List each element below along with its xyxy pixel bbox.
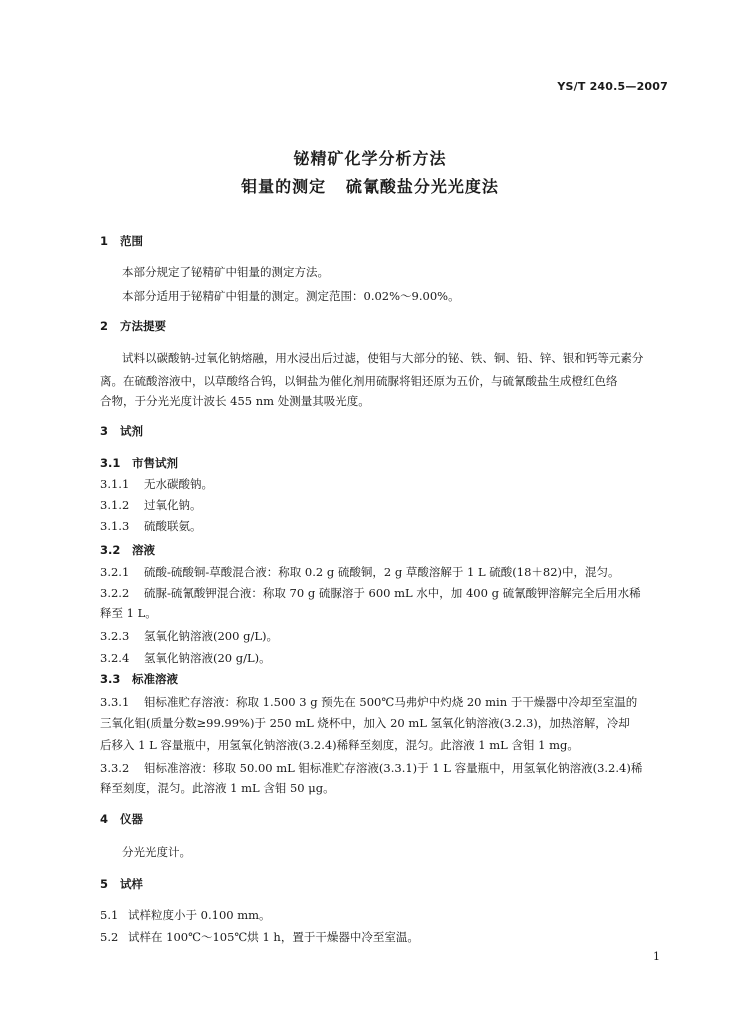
clause-text: 氢氧化钠溶液(20 g/L)。 [144,651,271,665]
paragraph-line: 离。在硫酸溶液中，以草酸络合钨，以铜盐为催化剂用硫脲将钼还原为五价，与硫氰酸盐生成橙红色络 [100,374,618,388]
clause-number: 3.2.4 [100,651,130,665]
clause-text: 硫酸-硫酸铜-草酸混合液：称取 0.2 g 硫酸铜，2 g 草酸溶解于 1 L 硫酸(18＋82)中，混匀。 [144,565,620,579]
clause-text: 试样粒度小于 0.100 mm。 [128,908,271,922]
clause-number: 3.1.3 [100,519,130,533]
section-2-heading [100,318,166,334]
clause-number: 5.1 [100,908,119,922]
clause-title: 溶液 [132,543,155,557]
clause-5-2 [100,929,419,945]
document-title-line-1: 铋精矿化学分析方法 [293,149,447,168]
clause-number: 3.3 [100,672,121,686]
clause-number: 3.2.3 [100,629,130,643]
clause-text: 硫酸联氨。 [144,519,202,533]
clause-number: 3.2.2 [100,586,130,600]
clause-3-2-3 [100,628,278,644]
clause-number: 3.2 [100,543,121,557]
section-5-heading [100,876,143,892]
subsection-3-3-heading [100,671,178,687]
clause-number: 3.3.1 [100,695,130,709]
clause-number: 3.2.1 [100,565,130,579]
clause-3-1-2 [100,497,202,513]
standard-number: YS/T 240.5—2007 [557,80,668,93]
clause-3-1-1 [100,476,213,492]
section-number: 2 [100,319,109,333]
clause-3-2-1 [100,564,620,580]
paragraph: 分光光度计。 [122,845,191,859]
section-1-heading [100,233,143,249]
clause-text: 钼标准溶液：移取 50.00 mL 钼标准贮存溶液(3.3.1)于 1 L 容量瓶中，用氢氧化钠溶液(3.2.4)稀 [144,761,643,775]
clause-number: 5.2 [100,930,119,944]
paragraph-line: 合物，于分光光度计波长 455 nm 处测量其吸光度。 [100,394,370,408]
clause-number: 3.1.1 [100,477,130,491]
document-title-line-2: 钼量的测定 硫氰酸盐分光光度法 [241,177,499,196]
clause-number: 3.1 [100,456,121,470]
paragraph: 本部分规定了铋精矿中钼量的测定方法。 [122,265,329,279]
clause-text: 硫脲-硫氰酸钾混合液：称取 70 g 硫脲溶于 600 mL 水中，加 400 g 硫氰酸钾溶解完全后用水稀 [144,586,641,600]
clause-continuation: 后移入 1 L 容量瓶中，用氢氧化钠溶液(3.2.4)稀释至刻度，混匀。此溶液 1 mL 含钼 1 mg。 [100,738,579,752]
clause-text: 氢氧化钠溶液(200 g/L)。 [144,629,278,643]
section-number: 4 [100,812,109,826]
clause-continuation: 释至 1 L。 [100,606,157,620]
clause-5-1 [100,907,271,923]
clause-title: 标准溶液 [132,672,178,686]
paragraph-line: 试料以碳酸钠-过氧化钠熔融，用水浸出后过滤，使钼与大部分的铋、铁、铜、铅、锌、银和钙等元素分 [122,351,644,365]
clause-3-3-2 [100,760,642,776]
page-number: 1 [653,950,660,963]
clause-text: 过氧化钠。 [144,498,202,512]
clause-number: 3.3.2 [100,761,130,775]
clause-text: 钼标准贮存溶液：称取 1.500 3 g 预先在 500℃马弗炉中灼烧 20 min 于干燥器中冷却至室温的 [144,695,638,709]
clause-text: 无水碳酸钠。 [144,477,213,491]
section-number: 5 [100,877,109,891]
clause-3-3-1 [100,694,637,710]
subsection-3-2-heading [100,542,155,558]
section-title: 范围 [120,234,143,248]
section-number: 3 [100,424,109,438]
section-title: 仪器 [120,812,143,826]
clause-title: 市售试剂 [132,456,178,470]
section-title: 试剂 [120,424,143,438]
section-number: 1 [100,234,109,248]
section-4-heading [100,811,143,827]
clause-continuation: 三氧化钼(质量分数≥99.99%)于 250 mL 烧杯中，加入 20 mL 氢氧化钠溶液(3.2.3)，加热溶解，冷却 [100,716,630,730]
clause-text: 试样在 100℃～105℃烘 1 h，置于干燥器中冷至室温。 [128,930,419,944]
section-3-heading [100,423,143,439]
clause-3-1-3 [100,518,202,534]
clause-3-2-2 [100,585,641,601]
section-title: 方法提要 [120,319,166,333]
paragraph: 本部分适用于铋精矿中钼量的测定。测定范围：0.02%～9.00%。 [122,289,460,303]
subsection-3-1-heading [100,455,178,471]
clause-3-2-4 [100,650,271,666]
clause-number: 3.1.2 [100,498,130,512]
section-title: 试样 [120,877,143,891]
clause-continuation: 释至刻度，混匀。此溶液 1 mL 含钼 50 μg。 [100,781,335,795]
